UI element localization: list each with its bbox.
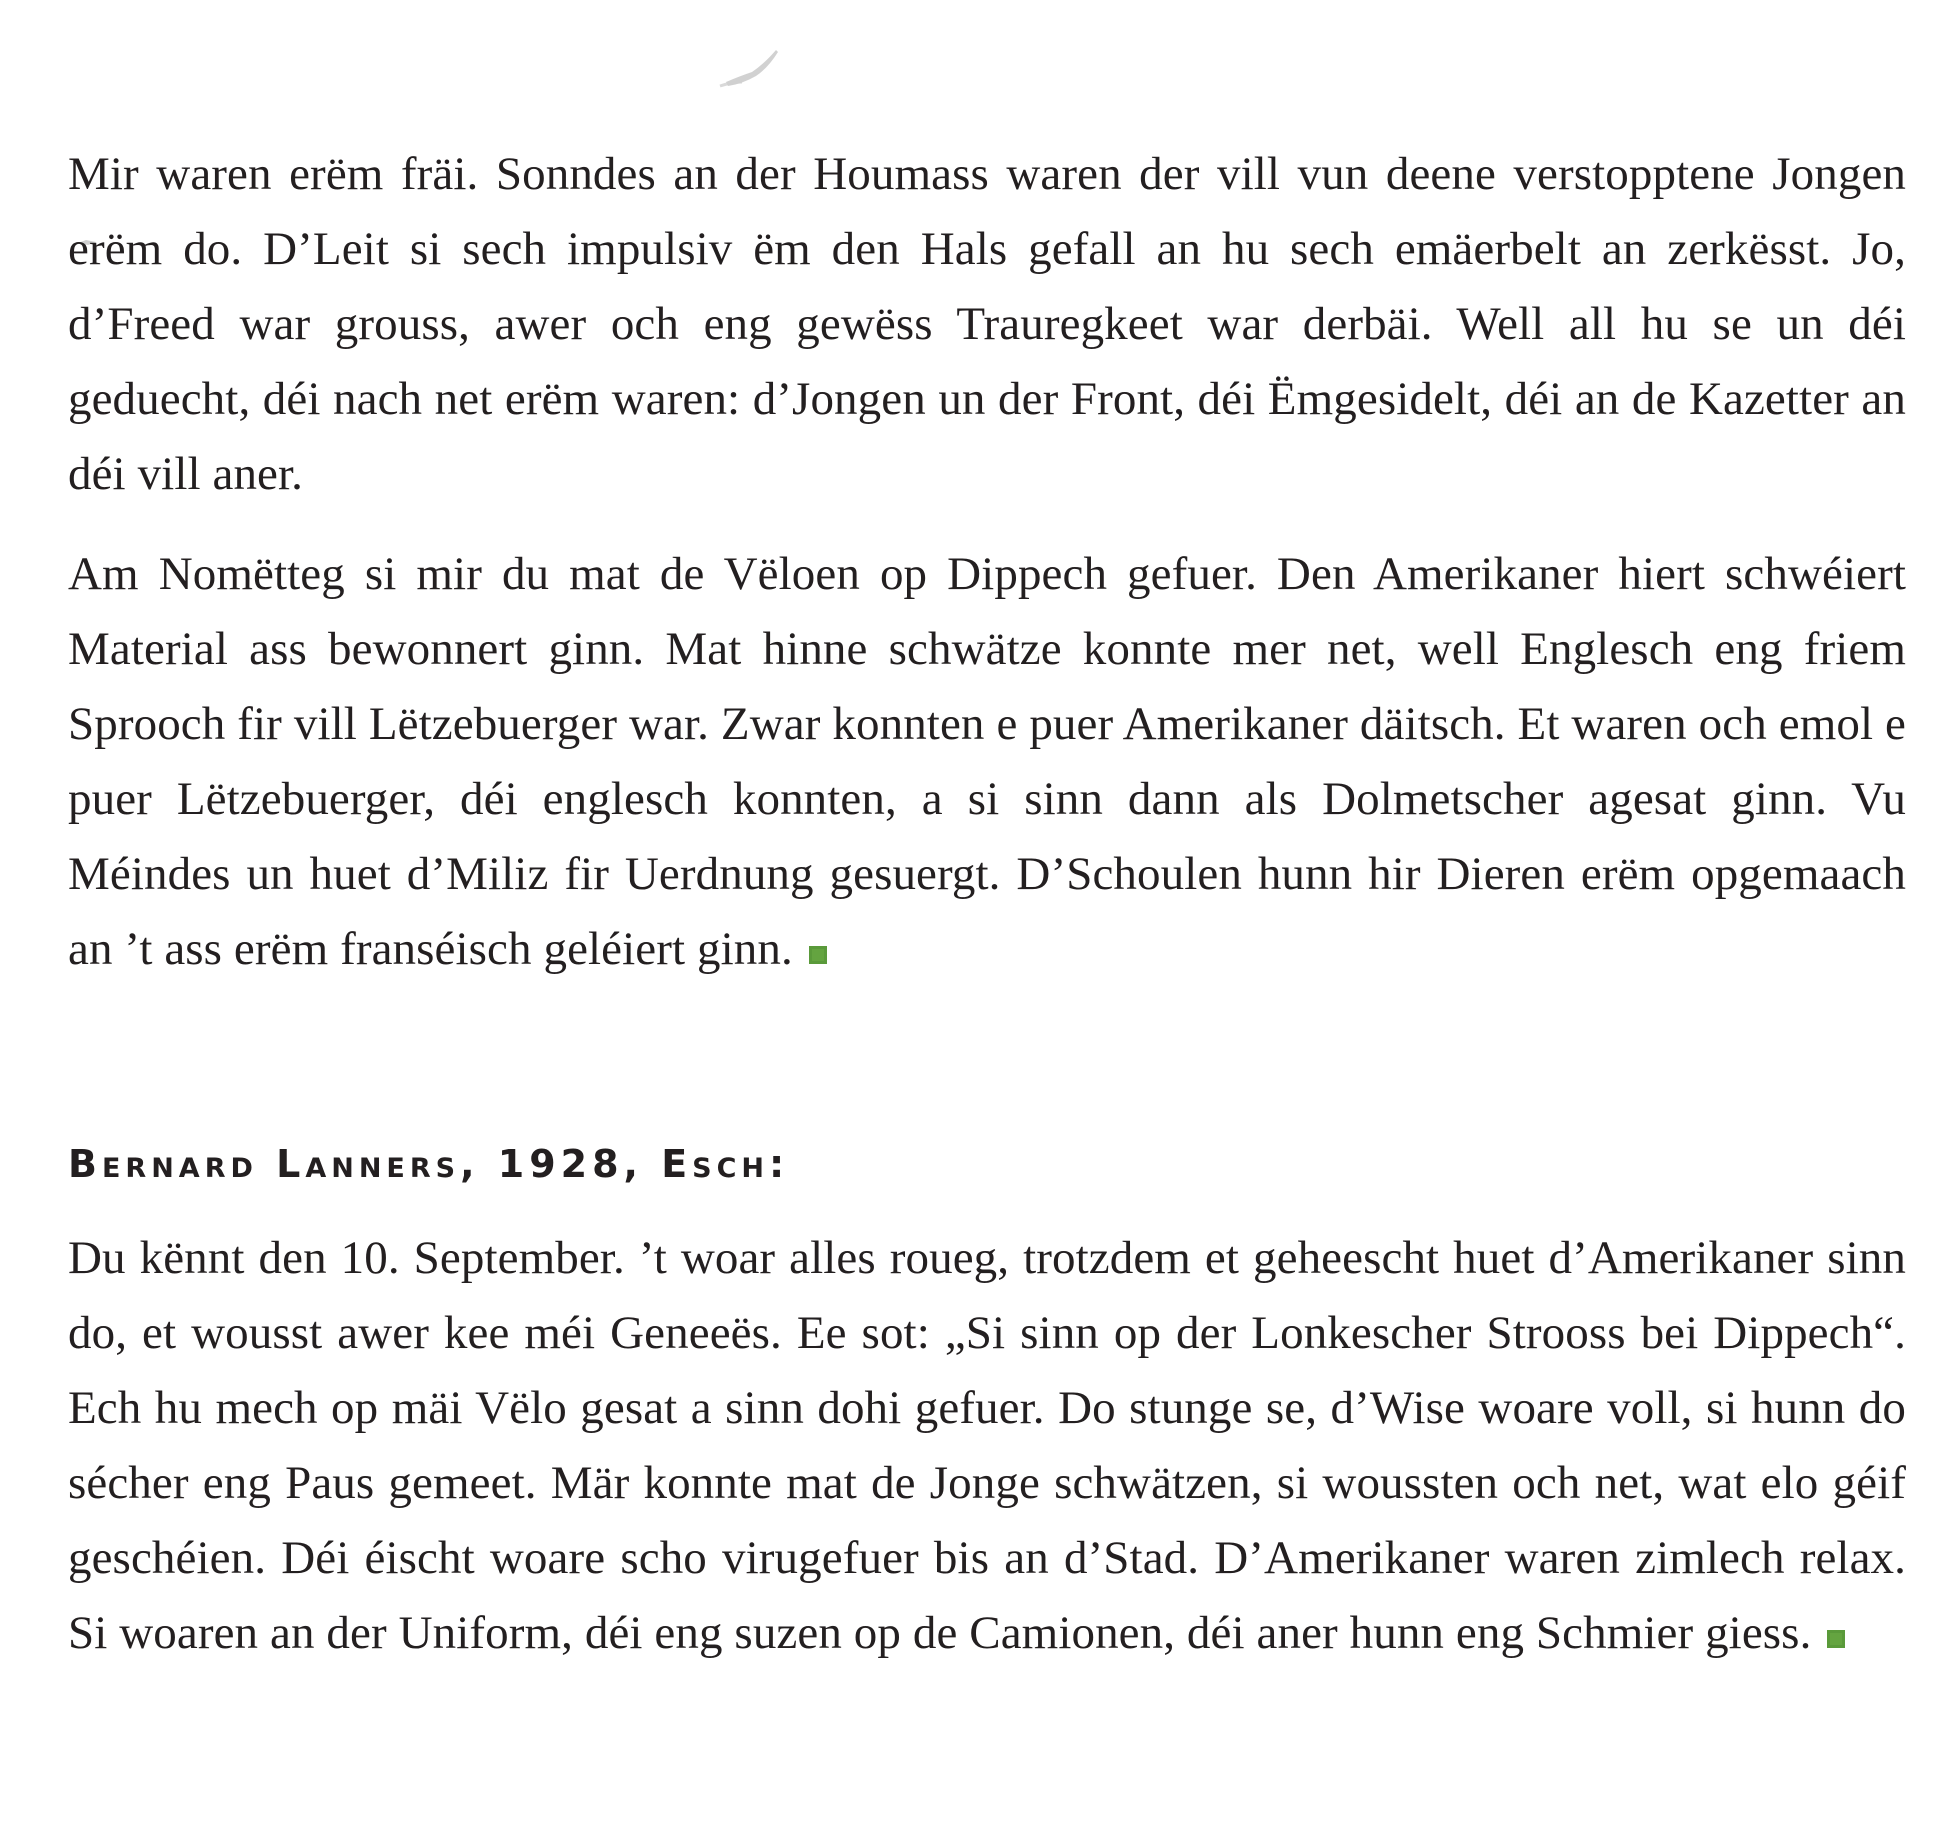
section-heading: Bernard Lanners, 1928, Esch: [68, 1142, 790, 1186]
document-page [68, 0, 1906, 1842]
paragraph-1: Mir waren erëm fräi. Sonndes an der Houmass waren der vill vun deene verstopptene Jongen erëm do. D’Leit si sech impulsiv ëm den Hals gefall an hu sech emäerbelt an zerkësst. Jo, d’Freed war grouss, awer och eng gewëss Trauregkeet war derbäi. Well all hu se un déi geduecht, déi nach net erëm waren: d’Jongen un der Front, déi Ëmgesidelt, déi an de Kazetter an déi vill aner. [68, 148, 1906, 500]
paragraph-3-text: Du kënnt den 10. September. ’t woar alles roueg, trotzdem et geheescht huet d’Amerikaner sinn do, et wousst awer kee méi Geneeës. Ee sot: „Si sinn op der Lonkescher Strooss bei Dippech“. Ech hu mech op mäi Vëlo gesat a sinn dohi gefuer. Do stunge se, d’Wise woare voll, si hunn do sécher eng Paus gemeet. Mär konnte mat de Jonge schwätzen, si woussten och net, wat elo géif geschéien. Déi éischt woare scho virugefuer bis an d’Stad. D’Amerikaner waren zimlech relax. Si woaren an der Uniform, déi eng suzen op de Camionen, déi aner hunn eng Schmier giess. [68, 1232, 1906, 1659]
end-mark-icon [809, 946, 827, 964]
end-mark-icon [1827, 1630, 1845, 1648]
paragraph-3 [68, 1221, 1906, 1671]
ink-smudge-icon [718, 42, 788, 92]
paragraph-2 [68, 537, 1906, 987]
paragraph-2-text: Am Nomëtteg si mir du mat de Vëloen op Dippech gefuer. Den Amerikaner hiert schwéiert Material ass bewonnert ginn. Mat hinne schwätze konnte mer net, well Englesch eng friem Sprooch fir vill Lëtzebuerger war. Zwar konnten e puer Amerikaner däitsch. Et waren och emol e puer Lëtzebuerger, déi englesch konnten, a si sinn dann als Dolmetscher agesat ginn. Vu Méindes un huet d’Miliz fir Uerdnung gesuergt. D’Schoulen hunn hir Dieren erëm opgemaach an ’t ass erëm franséisch geléiert ginn. [68, 548, 1906, 975]
